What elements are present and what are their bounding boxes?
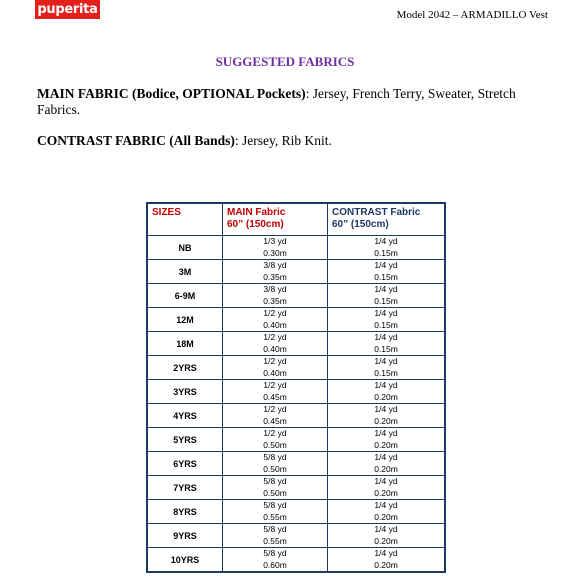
main-meters: 0.35m bbox=[263, 295, 287, 306]
contrast-meters: 0.20m bbox=[374, 391, 398, 402]
header-main-fabric bbox=[223, 203, 328, 236]
main-yardage: 5/8 yd bbox=[263, 524, 287, 534]
table-row bbox=[147, 380, 445, 404]
main-meters: 0.50m bbox=[263, 439, 287, 450]
table-body bbox=[147, 236, 445, 573]
main-fabric-cell bbox=[223, 500, 328, 524]
main-fabric-paragraph bbox=[37, 86, 542, 118]
main-yardage: 1/2 yd bbox=[263, 356, 287, 366]
contrast-fabric-cell bbox=[328, 308, 446, 332]
size-cell: 12M bbox=[147, 308, 223, 332]
main-meters: 0.40m bbox=[263, 367, 287, 378]
header-contrast-line1: CONTRAST Fabric bbox=[332, 207, 421, 218]
header-main-line2: 60” (150cm) bbox=[227, 219, 284, 230]
contrast-meters: 0.15m bbox=[374, 367, 398, 378]
fabric-requirements-table bbox=[146, 202, 446, 573]
table-row bbox=[147, 524, 445, 548]
table-row bbox=[147, 428, 445, 452]
table-row bbox=[147, 500, 445, 524]
main-fabric-label: MAIN FABRIC (Bodice, OPTIONAL Pockets) bbox=[37, 86, 306, 101]
main-yardage: 1/2 yd bbox=[263, 428, 287, 438]
main-meters: 0.30m bbox=[263, 247, 287, 258]
contrast-fabric-cell bbox=[328, 548, 446, 573]
table-row bbox=[147, 308, 445, 332]
contrast-fabric-cell bbox=[328, 500, 446, 524]
main-yardage: 1/2 yd bbox=[263, 332, 287, 342]
main-fabric-cell bbox=[223, 260, 328, 284]
main-fabric-cell bbox=[223, 476, 328, 500]
main-fabric-cell bbox=[223, 284, 328, 308]
contrast-fabric-cell bbox=[328, 332, 446, 356]
main-fabric-cell bbox=[223, 524, 328, 548]
contrast-yardage: 1/4 yd bbox=[374, 284, 398, 294]
main-fabric-cell bbox=[223, 332, 328, 356]
contrast-yardage: 1/4 yd bbox=[374, 500, 398, 510]
main-meters: 0.55m bbox=[263, 535, 287, 546]
main-yardage: 5/8 yd bbox=[263, 452, 287, 462]
contrast-yardage: 1/4 yd bbox=[374, 476, 398, 486]
main-yardage: 3/8 yd bbox=[263, 260, 287, 270]
contrast-fabric-cell bbox=[328, 380, 446, 404]
main-fabric-cell bbox=[223, 452, 328, 476]
contrast-fabric-cell bbox=[328, 524, 446, 548]
table-row bbox=[147, 284, 445, 308]
contrast-meters: 0.15m bbox=[374, 319, 398, 330]
size-cell: 3M bbox=[147, 260, 223, 284]
size-cell: 7YRS bbox=[147, 476, 223, 500]
main-fabric-cell bbox=[223, 548, 328, 573]
size-cell: 9YRS bbox=[147, 524, 223, 548]
table-row bbox=[147, 452, 445, 476]
contrast-fabric-cell bbox=[328, 236, 446, 260]
contrast-fabric-paragraph bbox=[37, 133, 542, 149]
contrast-fabric-cell bbox=[328, 356, 446, 380]
header-contrast-line2: 60” (150cm) bbox=[332, 219, 389, 230]
contrast-yardage: 1/4 yd bbox=[374, 332, 398, 342]
contrast-yardage: 1/4 yd bbox=[374, 356, 398, 366]
contrast-fabric-cell bbox=[328, 476, 446, 500]
size-cell: 5YRS bbox=[147, 428, 223, 452]
main-yardage: 1/2 yd bbox=[263, 380, 287, 390]
main-meters: 0.45m bbox=[263, 391, 287, 402]
main-meters: 0.40m bbox=[263, 319, 287, 330]
main-meters: 0.60m bbox=[263, 559, 287, 570]
contrast-yardage: 1/4 yd bbox=[374, 548, 398, 558]
main-yardage: 1/2 yd bbox=[263, 404, 287, 414]
model-name: Model 2042 – ARMADILLO Vest bbox=[396, 9, 548, 21]
main-fabric-cell bbox=[223, 236, 328, 260]
size-cell: 18M bbox=[147, 332, 223, 356]
main-fabric-cell bbox=[223, 308, 328, 332]
contrast-meters: 0.20m bbox=[374, 439, 398, 450]
contrast-meters: 0.15m bbox=[374, 271, 398, 282]
contrast-meters: 0.20m bbox=[374, 415, 398, 426]
main-yardage: 1/3 yd bbox=[263, 236, 287, 246]
size-cell: 3YRS bbox=[147, 380, 223, 404]
header-contrast-fabric bbox=[328, 203, 446, 236]
contrast-yardage: 1/4 yd bbox=[374, 452, 398, 462]
contrast-yardage: 1/4 yd bbox=[374, 524, 398, 534]
main-meters: 0.45m bbox=[263, 415, 287, 426]
main-yardage: 5/8 yd bbox=[263, 500, 287, 510]
main-meters: 0.40m bbox=[263, 343, 287, 354]
contrast-yardage: 1/4 yd bbox=[374, 428, 398, 438]
contrast-yardage: 1/4 yd bbox=[374, 236, 398, 246]
table-row bbox=[147, 404, 445, 428]
contrast-fabric-cell bbox=[328, 452, 446, 476]
brand-logo: puperita bbox=[35, 0, 100, 19]
size-cell: 6-9M bbox=[147, 284, 223, 308]
main-fabric-cell bbox=[223, 380, 328, 404]
contrast-meters: 0.20m bbox=[374, 487, 398, 498]
contrast-yardage: 1/4 yd bbox=[374, 404, 398, 414]
size-cell: 6YRS bbox=[147, 452, 223, 476]
contrast-meters: 0.15m bbox=[374, 343, 398, 354]
contrast-meters: 0.15m bbox=[374, 247, 398, 258]
main-yardage: 1/2 yd bbox=[263, 308, 287, 318]
contrast-yardage: 1/4 yd bbox=[374, 308, 398, 318]
table-header-row bbox=[147, 203, 445, 236]
contrast-fabric-cell bbox=[328, 428, 446, 452]
size-cell: 2YRS bbox=[147, 356, 223, 380]
contrast-fabric-cell bbox=[328, 284, 446, 308]
table-row bbox=[147, 236, 445, 260]
contrast-meters: 0.20m bbox=[374, 511, 398, 522]
main-meters: 0.55m bbox=[263, 511, 287, 522]
main-yardage: 3/8 yd bbox=[263, 284, 287, 294]
main-yardage: 5/8 yd bbox=[263, 476, 287, 486]
size-cell: 8YRS bbox=[147, 500, 223, 524]
table-row bbox=[147, 548, 445, 573]
main-fabric-text: : Jersey, French Terry, Sweater, Stretch Fabrics. bbox=[37, 86, 516, 117]
header-main-line1: MAIN Fabric bbox=[227, 207, 286, 218]
table-row bbox=[147, 356, 445, 380]
size-cell: NB bbox=[147, 236, 223, 260]
contrast-fabric-cell bbox=[328, 260, 446, 284]
contrast-meters: 0.20m bbox=[374, 559, 398, 570]
table-row bbox=[147, 260, 445, 284]
contrast-meters: 0.20m bbox=[374, 463, 398, 474]
main-yardage: 5/8 yd bbox=[263, 548, 287, 558]
main-fabric-cell bbox=[223, 404, 328, 428]
contrast-yardage: 1/4 yd bbox=[374, 260, 398, 270]
main-fabric-cell bbox=[223, 428, 328, 452]
size-cell: 10YRS bbox=[147, 548, 223, 573]
main-fabric-cell bbox=[223, 356, 328, 380]
contrast-fabric-label: CONTRAST FABRIC (All Bands) bbox=[37, 133, 235, 148]
main-meters: 0.35m bbox=[263, 271, 287, 282]
main-meters: 0.50m bbox=[263, 487, 287, 498]
size-cell: 4YRS bbox=[147, 404, 223, 428]
table-row bbox=[147, 332, 445, 356]
contrast-yardage: 1/4 yd bbox=[374, 380, 398, 390]
contrast-fabric-text: : Jersey, Rib Knit. bbox=[234, 133, 332, 148]
contrast-meters: 0.15m bbox=[374, 295, 398, 306]
contrast-meters: 0.20m bbox=[374, 535, 398, 546]
header-sizes: SIZES bbox=[147, 203, 223, 236]
table-row bbox=[147, 476, 445, 500]
main-meters: 0.50m bbox=[263, 463, 287, 474]
contrast-fabric-cell bbox=[328, 404, 446, 428]
section-title: SUGGESTED FABRICS bbox=[215, 54, 355, 69]
